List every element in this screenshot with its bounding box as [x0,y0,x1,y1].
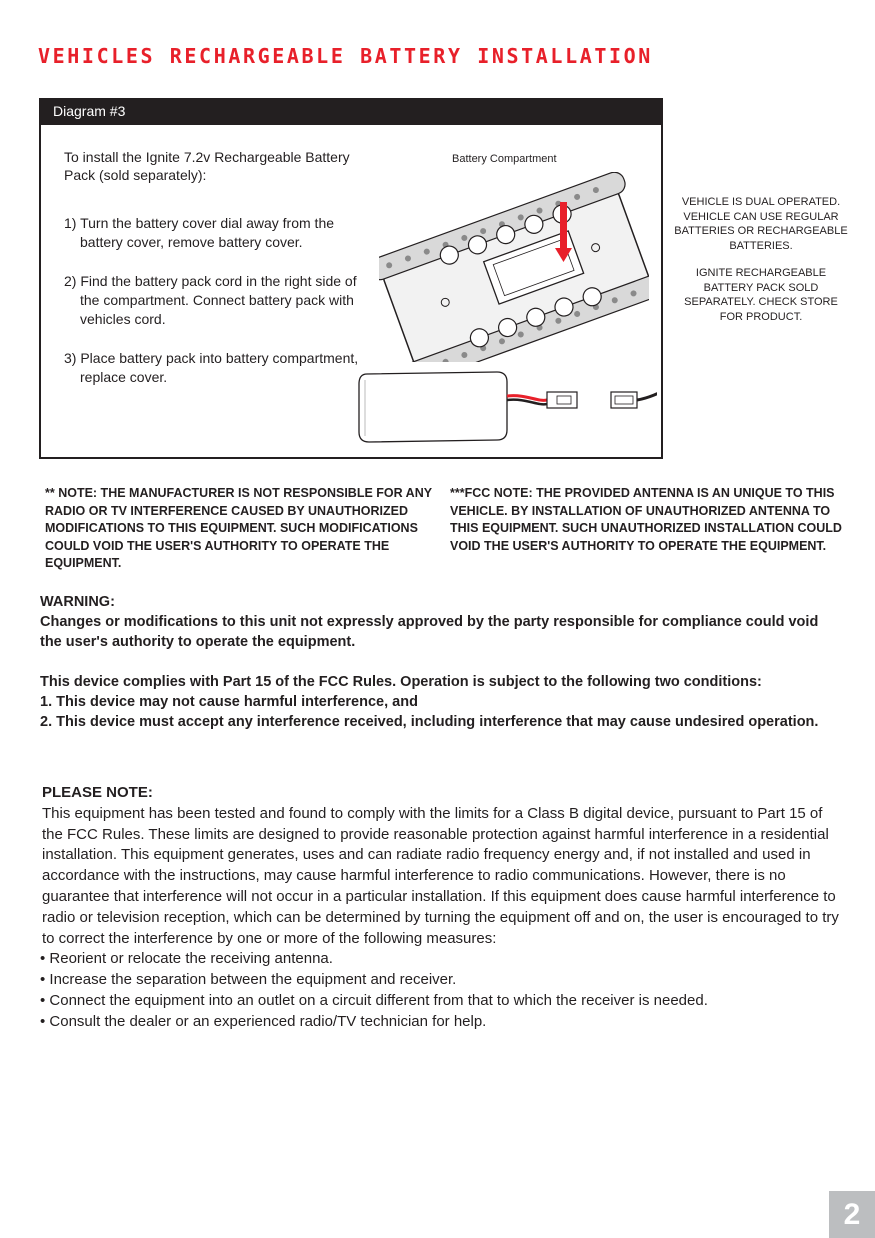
fcc-condition-1: 1. This device may not cause harmful interference, and [40,694,418,710]
dual-operation-note: VEHICLE IS DUAL OPERATED. VEHICLE CAN USE REGULAR BATTERIES OR RECHARGEABLE BATTERIES. [674,196,848,252]
measure-item: • Reorient or relocate the receiving antenna. [40,950,333,968]
battery-pack-illustration [357,370,657,450]
battery-sold-separately-note: IGNITE RECHARGEABLE BATTERY PACK SOLD SEPARATELY. CHECK STORE FOR PRODUCT. [684,267,838,323]
measure-item: • Consult the dealer or an experienced radio/TV technician for help. [40,1012,487,1030]
diagram-header: Diagram #3 [41,100,661,125]
battery-compartment-label: Battery Compartment [452,153,557,165]
warning-section [40,592,840,732]
manufacturer-note: ** NOTE: THE MANUFACTURER IS NOT RESPONSIBLE FOR ANY RADIO OR TV INTERFERENCE CAUSED BY UNAUTHORIZED MODIFICATIONS TO THIS EQUIPMENT. SUCH MODIFICATIONS COULD VOID THE USER'S AUTHORITY TO OPERATE THE EQUIPMENT. [45,486,432,570]
measure-item: • Connect the equipment into an outlet on a circuit different from that to which the receiver is needed. [40,991,708,1009]
step-1: 1) Turn the battery cover dial away from the battery cover, remove battery cover. [64,215,335,250]
warning-heading: WARNING: [40,594,115,610]
fcc-antenna-note: ***FCC NOTE: THE PROVIDED ANTENNA IS AN UNIQUE TO THIS VEHICLE. BY INSTALLATION OF UNAUTHORIZED ANTENNA TO THIS EQUIPMENT. SUCH UNAUTHORIZED INSTALLATION COULD VOID THE USER'S AUTHORITY TO OPERATE THE EQUIPMENT. [450,486,842,553]
warning-text: Changes or modifications to this unit not expressly approved by the party responsible for compliance could void the user's authority to operate the equipment. [40,614,819,650]
please-note-section [40,783,840,1033]
diagram-panel [39,98,663,459]
measure-item: • Increase the separation between the equipment and receiver. [40,971,457,989]
page-title: VEHICLES RECHARGEABLE BATTERY INSTALLATION [38,44,653,68]
please-note-body: This equipment has been tested and found to comply with the limits for a Class B digital device, pursuant to Part 15 of the FCC Rules. These limits are designed to provide reasonable protection against harmful interference in a residential installation. This equipment generates, uses and can radiate radio frequency energy and, if not installed and used in accordance with the instructions, may cause harmful interference to radio communications. However, there is no guarantee that interference will not occur in a particular installation. If this equipment does cause harmful interference to radio or television reception, which can be determined by turning the equipment off and on, the user is encouraged to try to correct the interference by one or more of the following measures: [42,804,839,947]
vehicle-underside-illustration [379,172,649,362]
please-note-heading: PLEASE NOTE: [42,784,153,801]
step-3: 3) Place battery pack into battery compartment, replace cover. [64,350,359,385]
page-number: 2 [829,1191,875,1238]
fcc-compliance-intro: This device complies with Part 15 of the FCC Rules. Operation is subject to the following two conditions: [40,674,762,690]
step-2: 2) Find the battery pack cord in the right side of the compartment. Connect battery pack with vehicles cord. [64,273,357,327]
fcc-condition-2: 2. This device must accept any interference received, including interference that may cause undesired operation. [40,714,819,730]
diagram-intro: To install the Ignite 7.2v Rechargeable Battery Pack (sold separately): [64,149,350,183]
